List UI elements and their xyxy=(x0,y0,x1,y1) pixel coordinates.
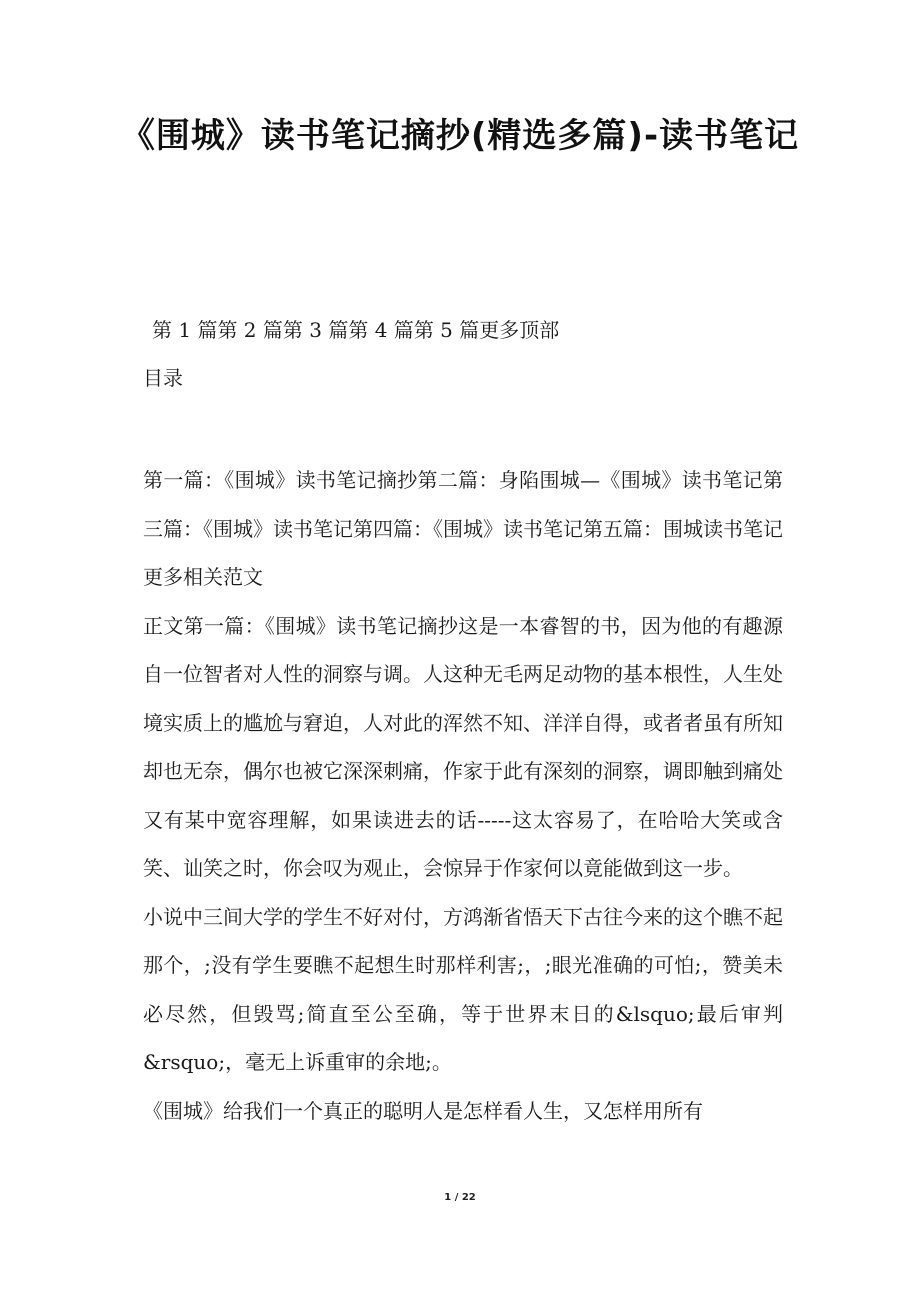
nav-link-chapter-4[interactable]: 第 4 篇 xyxy=(348,318,414,342)
paragraph-1: 正文第一篇：《围城》读书笔记摘抄这是一本睿智的书，因为他的有趣源自一位智者对人性的洞察与调。人这种无毛两足动物的基本根性，人生处境实质上的尴尬与窘迫，人对此的浑然不知、洋洋自得，或者者虽有所知却也无奈，偶尔也被它深深刺痛，作家于此有深刻的洞察，调即触到痛处又有某中宽容理解，如果读进去的话-----这太容易了，在哈哈大笑或含笑、讪笑之时，你会叹为观止，会惊异于作家何以竟能做到这一步。 xyxy=(143,613,783,880)
nav-link-chapter-2[interactable]: 第 2 篇 xyxy=(217,318,283,342)
toc-heading: 目录 xyxy=(143,366,183,390)
document-body xyxy=(143,456,783,1135)
toc-list: 第一篇：《围城》读书笔记摘抄第二篇：身陷围城—《围城》读书笔记第三篇：《围城》读书笔记第四篇：《围城》读书笔记第五篇：围城读书笔记更多相关范文 xyxy=(143,468,783,589)
page-number: 1 / 22 xyxy=(444,1192,476,1203)
nav-link-chapter-5[interactable]: 第 5 篇 xyxy=(413,318,480,342)
paragraph-2: 小说中三间大学的学生不好对付，方鸿渐省悟天下古往今来的这个瞧不起那个，;没有学生要瞧不起想生时那样利害;，;眼光准确的可怕;，赞美未必尽然，但毁骂;简直至公至确，等于世界末日的&lsquo;最后审判&rsquo;，毫无上诉重审的余地;。 xyxy=(143,904,783,1074)
chapter-nav xyxy=(152,314,559,346)
page-title: 《围城》读书笔记摘抄(精选多篇)-读书笔记 xyxy=(120,116,800,156)
nav-link-top[interactable]: 顶部 xyxy=(519,318,560,342)
paragraph-3: 《围城》给我们一个真正的聪明人是怎样看人生，又怎样用所有 xyxy=(143,1098,703,1123)
nav-link-more[interactable]: 更多 xyxy=(479,318,520,342)
nav-link-chapter-1[interactable]: 第 1 篇 xyxy=(152,318,218,342)
nav-link-chapter-3[interactable]: 第 3 篇 xyxy=(282,318,349,342)
